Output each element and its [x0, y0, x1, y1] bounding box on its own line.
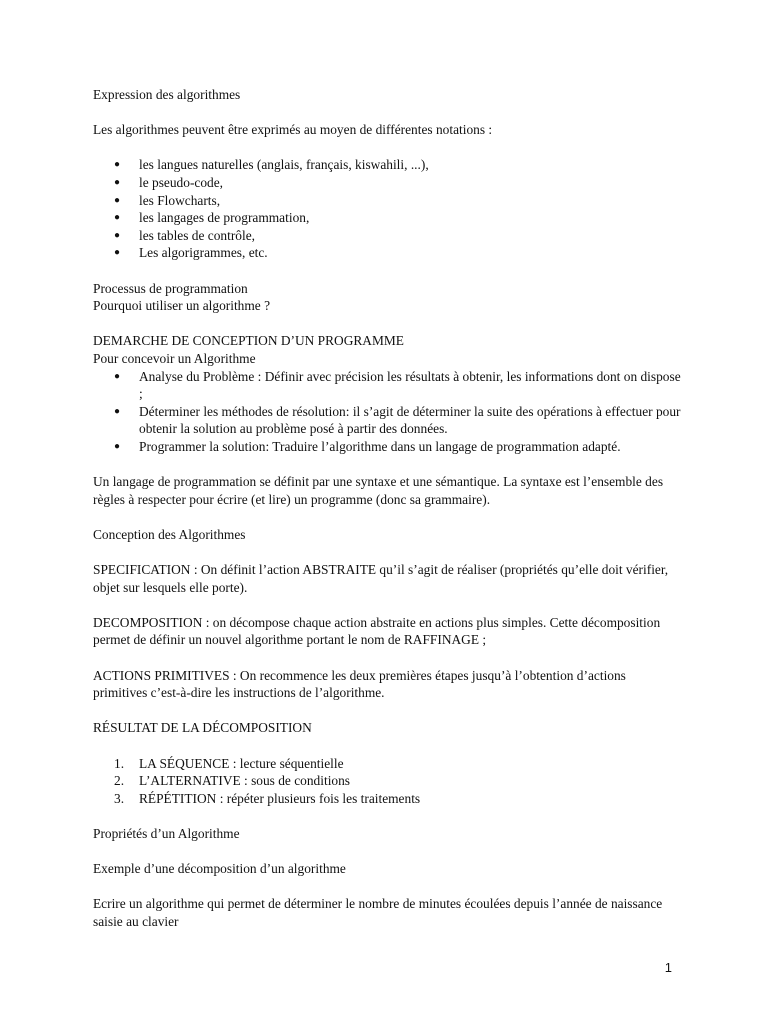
bullet-icon: ●: [114, 440, 121, 452]
section-title-expression: Expression des algorithmes: [93, 87, 241, 102]
pourquoi-question: Pourquoi utiliser un algorithme ?: [93, 298, 271, 314]
demarche-steps-list: [93, 368, 683, 456]
actions-primitives-paragraph: ACTIONS PRIMITIVES : On recommence les deux premières étapes jusqu’à l’obtention d’actions primitives c’est-à-dire les instructions de l’algorithme.: [93, 667, 626, 701]
list-item: ● Programmer la solution: Traduire l’algorithme dans un langage de programmation adapté.: [114, 438, 621, 454]
list-item: ● les tables de contrôle,: [114, 227, 256, 243]
list-item: 1. LA SÉQUENCE : lecture séquentielle: [114, 755, 344, 771]
proprietes-heading: Propriétés d’un Algorithme: [93, 825, 240, 841]
list-item: ● les langages de programmation,: [114, 210, 310, 226]
processus-heading: Processus de programmation: [93, 280, 248, 296]
list-item: ● Les algorigrammes, etc.: [114, 245, 268, 261]
page-number: 1: [664, 960, 672, 976]
bullet-icon: ●: [114, 229, 121, 241]
list-item: ● Analyse du Problème : Définir avec précision les résultats à obtenir, les informations dont on dispose ;: [114, 368, 681, 402]
exemple-heading: Exemple d’une décomposition d’un algorithme: [93, 861, 346, 877]
intro-paragraph: Les algorithmes peuvent être exprimés au moyen de différentes notations :: [93, 122, 493, 138]
list-item: ● les langues naturelles (anglais, français, kiswahili, ...),: [114, 157, 429, 173]
bullet-icon: ●: [114, 370, 121, 382]
demarche-intro: Pour concevoir un Algorithme: [93, 350, 256, 366]
bullet-icon: ●: [114, 405, 121, 417]
bullet-icon: ●: [114, 194, 121, 206]
demarche-heading: DEMARCHE DE CONCEPTION D’UN PROGRAMME: [93, 333, 404, 349]
bullet-icon: ●: [114, 212, 121, 224]
list-item: ● les Flowcharts,: [114, 192, 221, 208]
list-item: ● Déterminer les méthodes de résolution: il s’agit de déterminer la suite des opérations à effectuer pour obtenir la solution au problème posé à partir des données.: [114, 403, 681, 437]
bullet-icon: ●: [114, 247, 121, 259]
resultat-list: [93, 755, 683, 808]
notations-list: [93, 156, 683, 262]
exercice-paragraph: Ecrire un algorithme qui permet de déterminer le nombre de minutes écoulées depuis l’année de naissance saisie au clavier: [93, 896, 663, 929]
langage-paragraph: Un langage de programmation se définit par une syntaxe et une sémantique. La syntaxe est l’ensemble des règles à respecter pour écrire (et lire) un programme (donc sa grammaire).: [93, 474, 664, 507]
list-item: 3. RÉPÉTITION : répéter plusieurs fois les traitements: [114, 790, 421, 806]
list-item: ● le pseudo-code,: [114, 174, 224, 190]
resultat-heading: RÉSULTAT DE LA DÉCOMPOSITION: [93, 720, 312, 736]
list-item: 2. L’ALTERNATIVE : sous de conditions: [114, 773, 351, 789]
decomposition-paragraph: DECOMPOSITION : on décompose chaque action abstraite en actions plus simples. Cette décomposition permet de définir un nouvel algorithme portant le nom de RAFFINAGE ;: [93, 614, 661, 648]
bullet-icon: ●: [114, 159, 121, 171]
specification-paragraph: SPECIFICATION : On définit l’action ABSTRAITE qu’il s’agit de réaliser (propriétés qu’elle doit vérifier, objet sur lesquels elle porte).: [93, 562, 669, 595]
bullet-icon: ●: [114, 176, 121, 188]
document-page: [93, 86, 683, 931]
conception-heading: Conception des Algorithmes: [93, 526, 246, 542]
